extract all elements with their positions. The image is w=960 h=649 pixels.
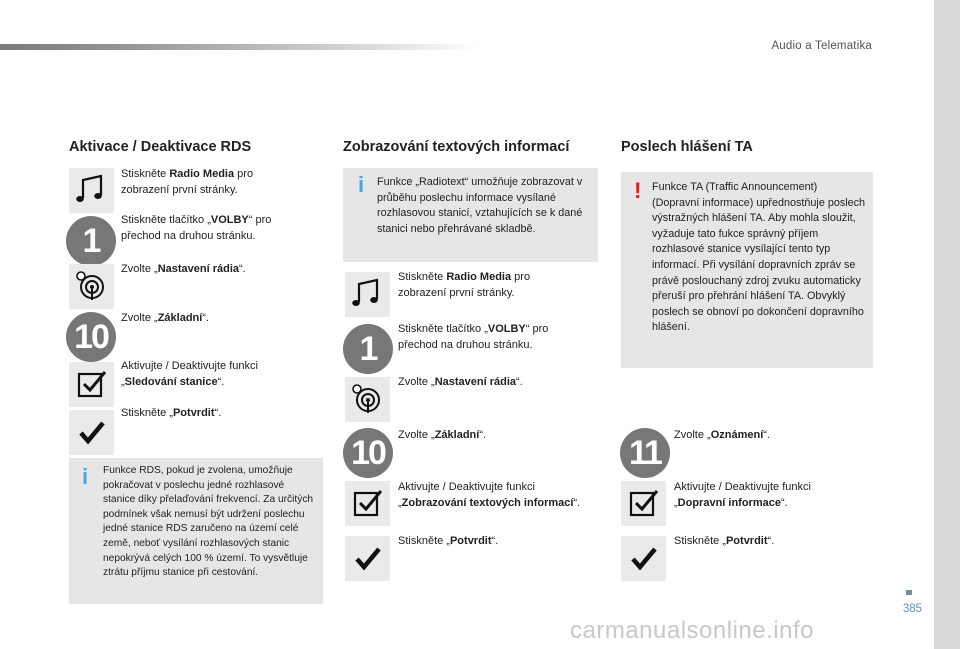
info-icon: i <box>358 172 365 197</box>
warning-icon: ! <box>634 178 642 203</box>
col2-info-box <box>343 168 598 262</box>
col3-step3: Stiskněte „Potvrdit“. <box>674 535 775 547</box>
music-icon <box>69 168 114 213</box>
col1-info-text: Funkce RDS, pokud je zvolena, umožňuje pokračovat v poslechu jedné rozhlasové stanice díky přelaďování frekvencí. Za určitých podmínek však nemusí být udržení poslechu jedné stanice RDS zaručeno na území celé země, neboť vysílání rozhlasových stanic nepokrývá celých 100 % území. To vysvětluje ztrátu příjmu stanice při cestování. <box>103 465 314 579</box>
col2-step3: Zvolte „Nastavení rádia“. <box>398 376 523 388</box>
confirm-check-icon <box>621 536 666 581</box>
footer-watermark: carmanualsonline.info <box>570 617 814 644</box>
badge-10-icon: 10 <box>343 428 393 478</box>
col3-title: Poslech hlášení TA <box>621 139 753 155</box>
badge-1-icon: 1 <box>343 324 393 374</box>
col3-warning-box <box>621 172 873 368</box>
col2-step5: Aktivujte / Deaktivujte funkci „Zobrazování textových informací“. <box>398 481 581 509</box>
info-icon: i <box>82 464 89 489</box>
badge-1-icon: 1 <box>66 216 116 266</box>
radio-settings-icon <box>345 377 390 422</box>
col1-step3: Zvolte „Nastavení rádia“. <box>121 263 246 275</box>
page-marker <box>906 590 912 595</box>
badge-11-icon: 11 <box>620 428 670 478</box>
col3-warning-text: Funkce TA (Traffic Announcement) (Dopravní informace) upřednostňuje poslech výstražných hlášení TA. Aby mohla sloužit, vyžaduje tato fukce správný příjem rozhlasové stanice vysílající tento typ informací. Při vysílání dopravních zpráv se právě poslouchaný zdroj zvuku automaticky přeruší pro přehrání hlášení TA. Obvyklý poslech se obnoví po dokončení dopravního hlášení. <box>652 181 866 334</box>
confirm-check-icon <box>69 410 114 455</box>
col1-info-box <box>69 458 323 604</box>
music-icon <box>345 272 390 317</box>
page-number: 385 <box>902 603 922 615</box>
col1-title: Aktivace / Deaktivace RDS <box>69 139 252 155</box>
col2-step6: Stiskněte „Potvrdit“. <box>398 535 499 547</box>
checkbox-icon <box>621 481 666 526</box>
col1-step1: Stiskněte Radio Media pro zobrazení první stránky. <box>121 168 254 196</box>
checkbox-icon <box>345 481 390 526</box>
col1-step6: Stiskněte „Potvrdit“. <box>121 407 222 419</box>
radio-settings-icon <box>69 264 114 309</box>
col2-step2: Stiskněte tlačítko „VOLBY“ pro přechod na druhou stránku. <box>398 323 549 351</box>
checkbox-icon <box>69 362 114 407</box>
col3-step2: Aktivujte / Deaktivujte funkci „Dopravní informace“. <box>674 481 811 509</box>
confirm-check-icon <box>345 536 390 581</box>
col2-title: Zobrazování textových informací <box>343 139 570 155</box>
col1-step4: Zvolte „Základní“. <box>121 312 210 324</box>
badge-10-icon: 10 <box>66 312 116 362</box>
col1-step5: Aktivujte / Deaktivujte funkci „Sledování stanice“. <box>121 360 258 388</box>
header-gradient-bar <box>0 44 480 50</box>
col2-step4: Zvolte „Základní“. <box>398 429 487 441</box>
page-edge-strip <box>934 0 960 649</box>
col1-step2: Stiskněte tlačítko „VOLBY“ pro přechod na druhou stránku. <box>121 214 272 242</box>
col3-step1: Zvolte „Oznámení“. <box>674 429 770 441</box>
col2-step1: Stiskněte Radio Media pro zobrazení první stránky. <box>398 271 531 299</box>
section-title: Audio a Telematika <box>771 40 872 52</box>
col2-info-text: Funkce „Radiotext“ umožňuje zobrazovat v průběhu poslechu informace vysílané rozhlasovou stanicí, vztahujících se k dané stanici nebo přehrávané skladbě. <box>377 176 583 235</box>
